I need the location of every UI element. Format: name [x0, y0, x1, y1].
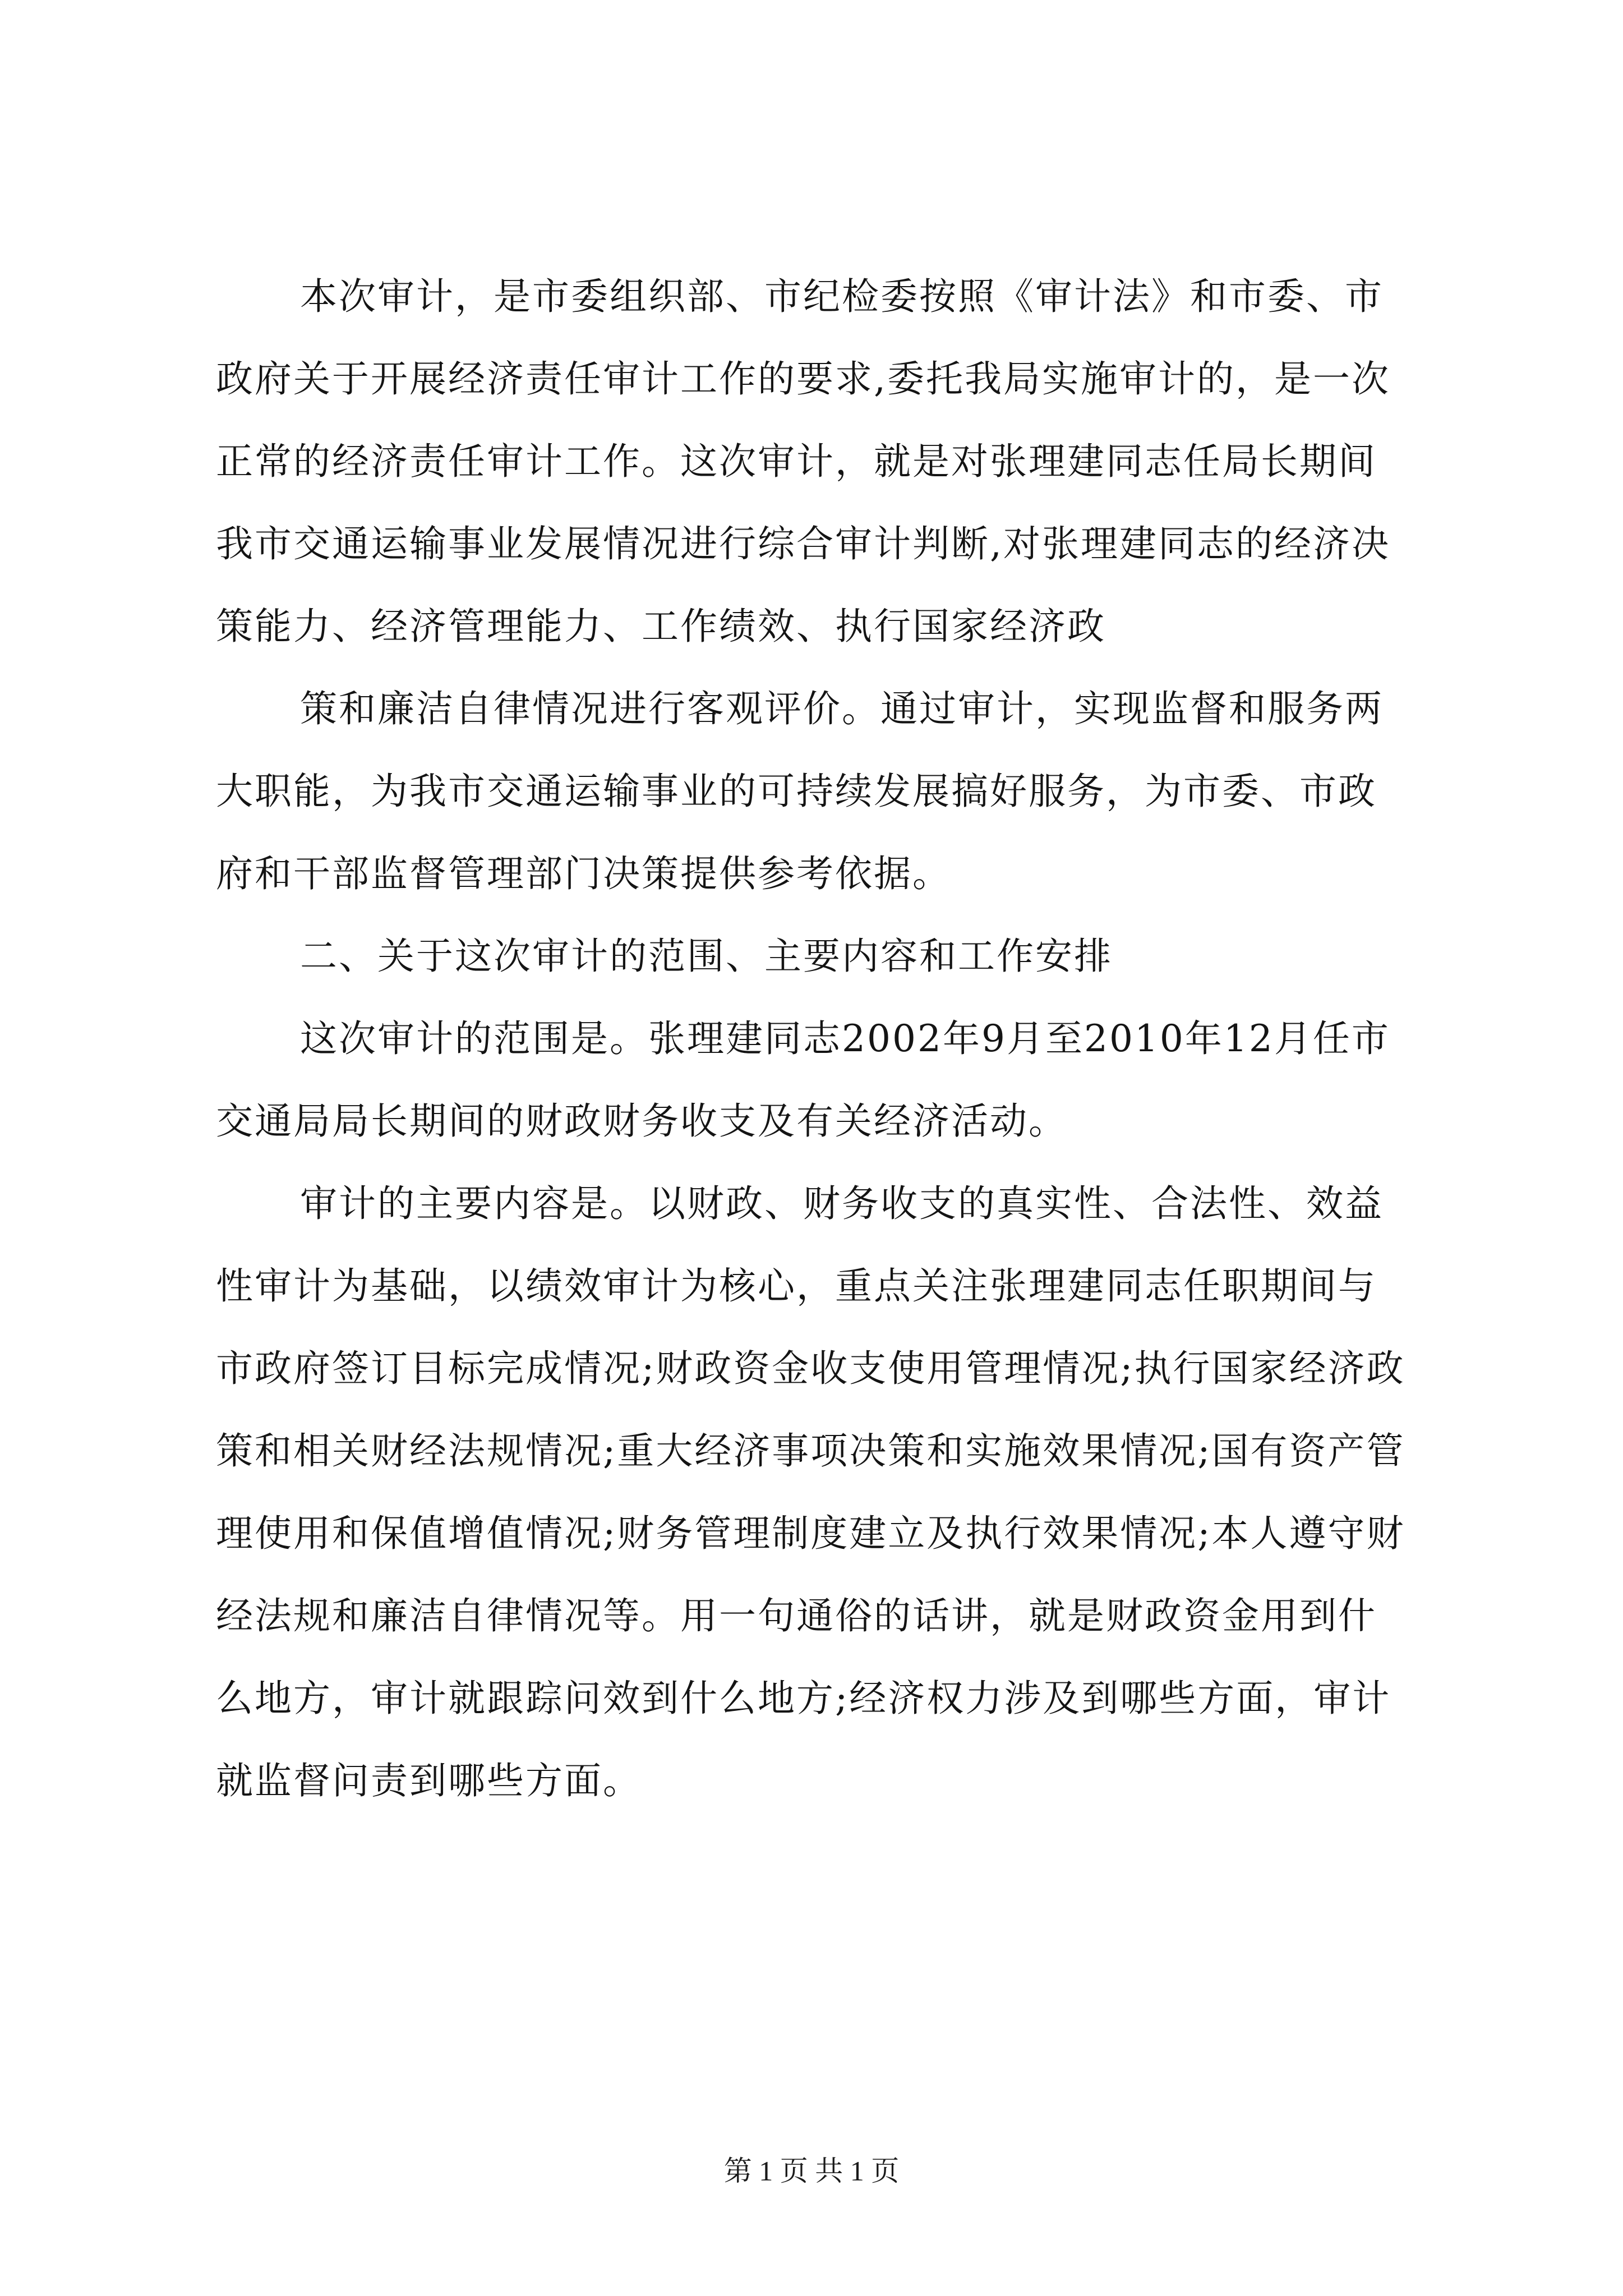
paragraph-scope: 这次审计的范围是。张理建同志2002年9月至2010年12月任市交通局局长期间的财政财务收支及有关经济活动。 — [216, 1017, 1390, 1143]
paragraph-2: 策和廉洁自律情况进行客观评价。通过审计，实现监督和服务两大职能，为我市交通运输事业的可持续发展搞好服务，为市委、市政府和干部监督管理部门决策提供参考依据。 — [216, 687, 1384, 895]
paragraph-content: 审计的主要内容是。以财政、财务收支的真实性、合法性、效益性审计为基础，以绩效审计为核心，重点关注张理建同志任职期间与市政府签订目标完成情况;财政资金收支使用管理情况;执行国家经济政策和相关财经法规情况;重大经济事项决策和实施效果情况;国有资产管理使用和保值增值情况;财务管理制度建立及执行效果情况;本人遵守财经法规和廉洁自律情况等。用一句通俗的话讲，就是财政资金用到什么地方，审计就跟踪问效到什么地方;经济权力涉及到哪些方面，审计就监督问责到哪些方面。 — [216, 1182, 1405, 1802]
section-heading: 二、关于这次审计的范围、主要内容和工作安排 — [300, 935, 1113, 978]
page-footer: 第 1 页 共 1 页 — [723, 2155, 900, 2187]
document-body — [216, 255, 1410, 1822]
paragraph-1: 本次审计，是市委组织部、市纪检委按照《审计法》和市委、市政府关于开展经济责任审计工作的要求,委托我局实施审计的，是一次正常的经济责任审计工作。这次审计，就是对张理建同志任局长期间我市交通运输事业发展情况进行综合审计判断,对张理建同志的经济决策能力、经济管理能力、工作绩效、执行国家经济政 — [216, 275, 1390, 648]
